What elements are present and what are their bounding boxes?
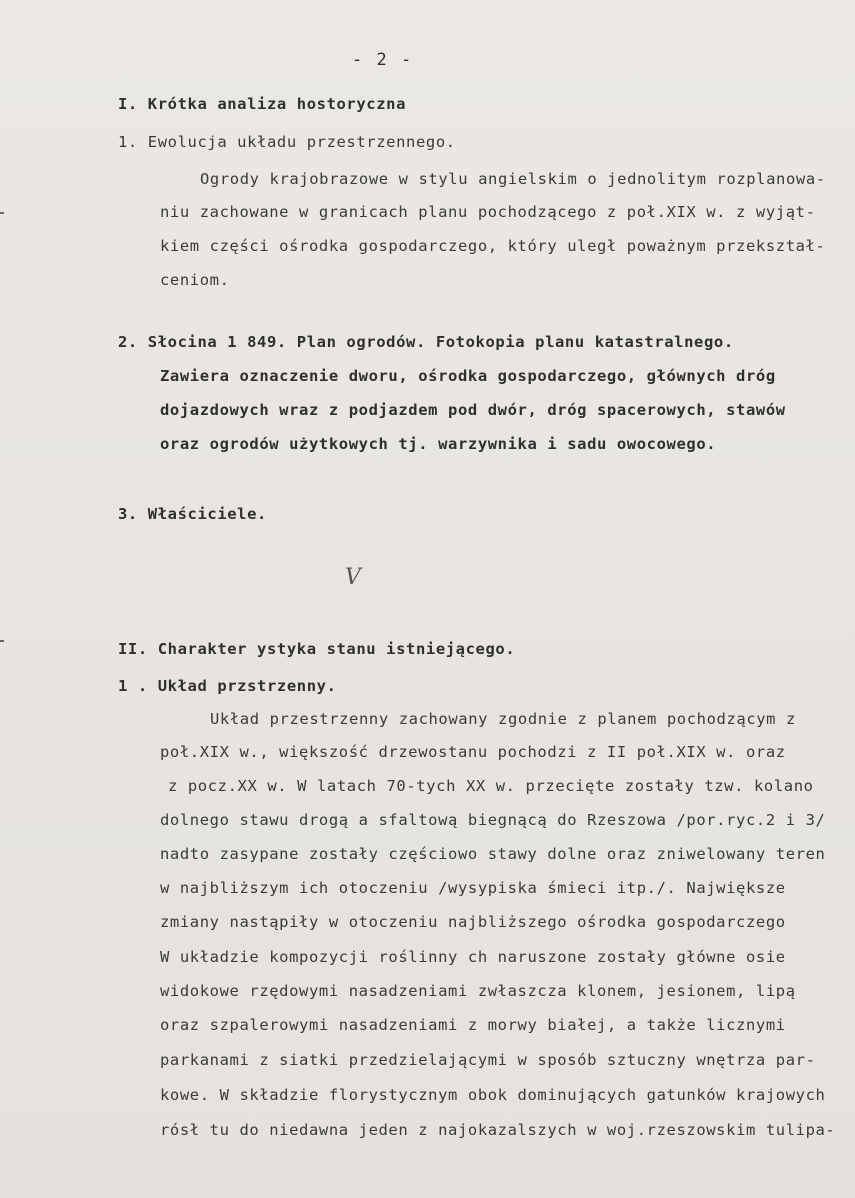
paragraph-line: w najbliższym ich otoczeniu /wysypiska śmieci itp./. Największe — [160, 879, 786, 897]
paragraph-line: W układzie kompozycji roślinny ch naruszone zostały główne osie — [160, 948, 786, 966]
section-1-heading: I. Krótka analiza hostoryczna — [118, 95, 407, 113]
paragraph-line: kowe. W składzie florystycznym obok dominujących gatunków krajowych — [160, 1086, 826, 1104]
section-1-item-1-title: 1. Ewolucja układu przestrzennego. — [118, 133, 456, 151]
paragraph-line: dolnego stawu drogą a sfaltową biegnącą do Rzeszowa /por.ryc.2 i 3/ — [160, 811, 826, 829]
paragraph-line: niu zachowane w granicach planu pochodzącego z poł.XIX w. z wyjąt- — [160, 203, 816, 221]
paragraph-line: Ogrody krajobrazowe w stylu angielskim o jednolitym rozplanowa- — [200, 170, 826, 188]
paragraph-line: rósł tu do niedawna jeden z najokazalszych w woj.rzeszowskim tulipa- — [160, 1121, 836, 1139]
section-1-item-2-line: 2. Słocina 1 849. Plan ogrodów. Fotokopia planu katastralnego. — [118, 333, 734, 351]
paragraph-line: kiem części ośrodka gospodarczego, który uległ poważnym przekształ- — [160, 237, 826, 255]
paragraph-line: Układ przestrzenny zachowany zgodnie z planem pochodzącym z — [210, 710, 796, 728]
section-1-item-2-line: oraz ogrodów użytkowych tj. warzywnika i sadu owocowego. — [160, 435, 717, 453]
page-number: - 2 - — [352, 50, 414, 70]
section-2-heading: II. Charakter ystyka stanu istniejącego. — [118, 640, 516, 658]
paragraph-line: poł.XIX w., większość drzewostanu pochodzi z II poł.XIX w. oraz — [160, 743, 786, 761]
section-1-item-3: 3. Właściciele. — [118, 505, 267, 523]
section-1-item-2-line: dojazdowych wraz z podjazdem pod dwór, dróg spacerowych, stawów — [160, 401, 786, 419]
paragraph-line: ceniom. — [160, 271, 230, 289]
margin-mark — [0, 640, 4, 642]
paragraph-line: widokowe rzędowymi nasadzeniami zwłaszcza klonem, jesionem, lipą — [160, 982, 796, 1000]
paragraph-line: z pocz.XX w. W latach 70-tych XX w. przecięte zostały tzw. kolano — [168, 777, 814, 795]
check-mark: V — [345, 565, 361, 590]
paragraph-line: oraz szpalerowymi nasadzeniami z morwy białej, a także licznymi — [160, 1016, 786, 1034]
paragraph-line: parkanami z siatki przedzielającymi w sposób sztuczny wnętrza par- — [160, 1051, 816, 1069]
paragraph-line: nadto zasypane zostały częściowo stawy dolne oraz zniwelowany teren — [160, 845, 826, 863]
section-2-item-1-title: 1 . Układ przstrzenny. — [118, 677, 337, 695]
section-1-item-2-line: Zawiera oznaczenie dworu, ośrodka gospodarczego, głównych dróg — [160, 367, 776, 385]
margin-mark — [0, 212, 4, 214]
paragraph-line: zmiany nastąpiły w otoczeniu najbliższego ośrodka gospodarczego — [160, 913, 786, 931]
